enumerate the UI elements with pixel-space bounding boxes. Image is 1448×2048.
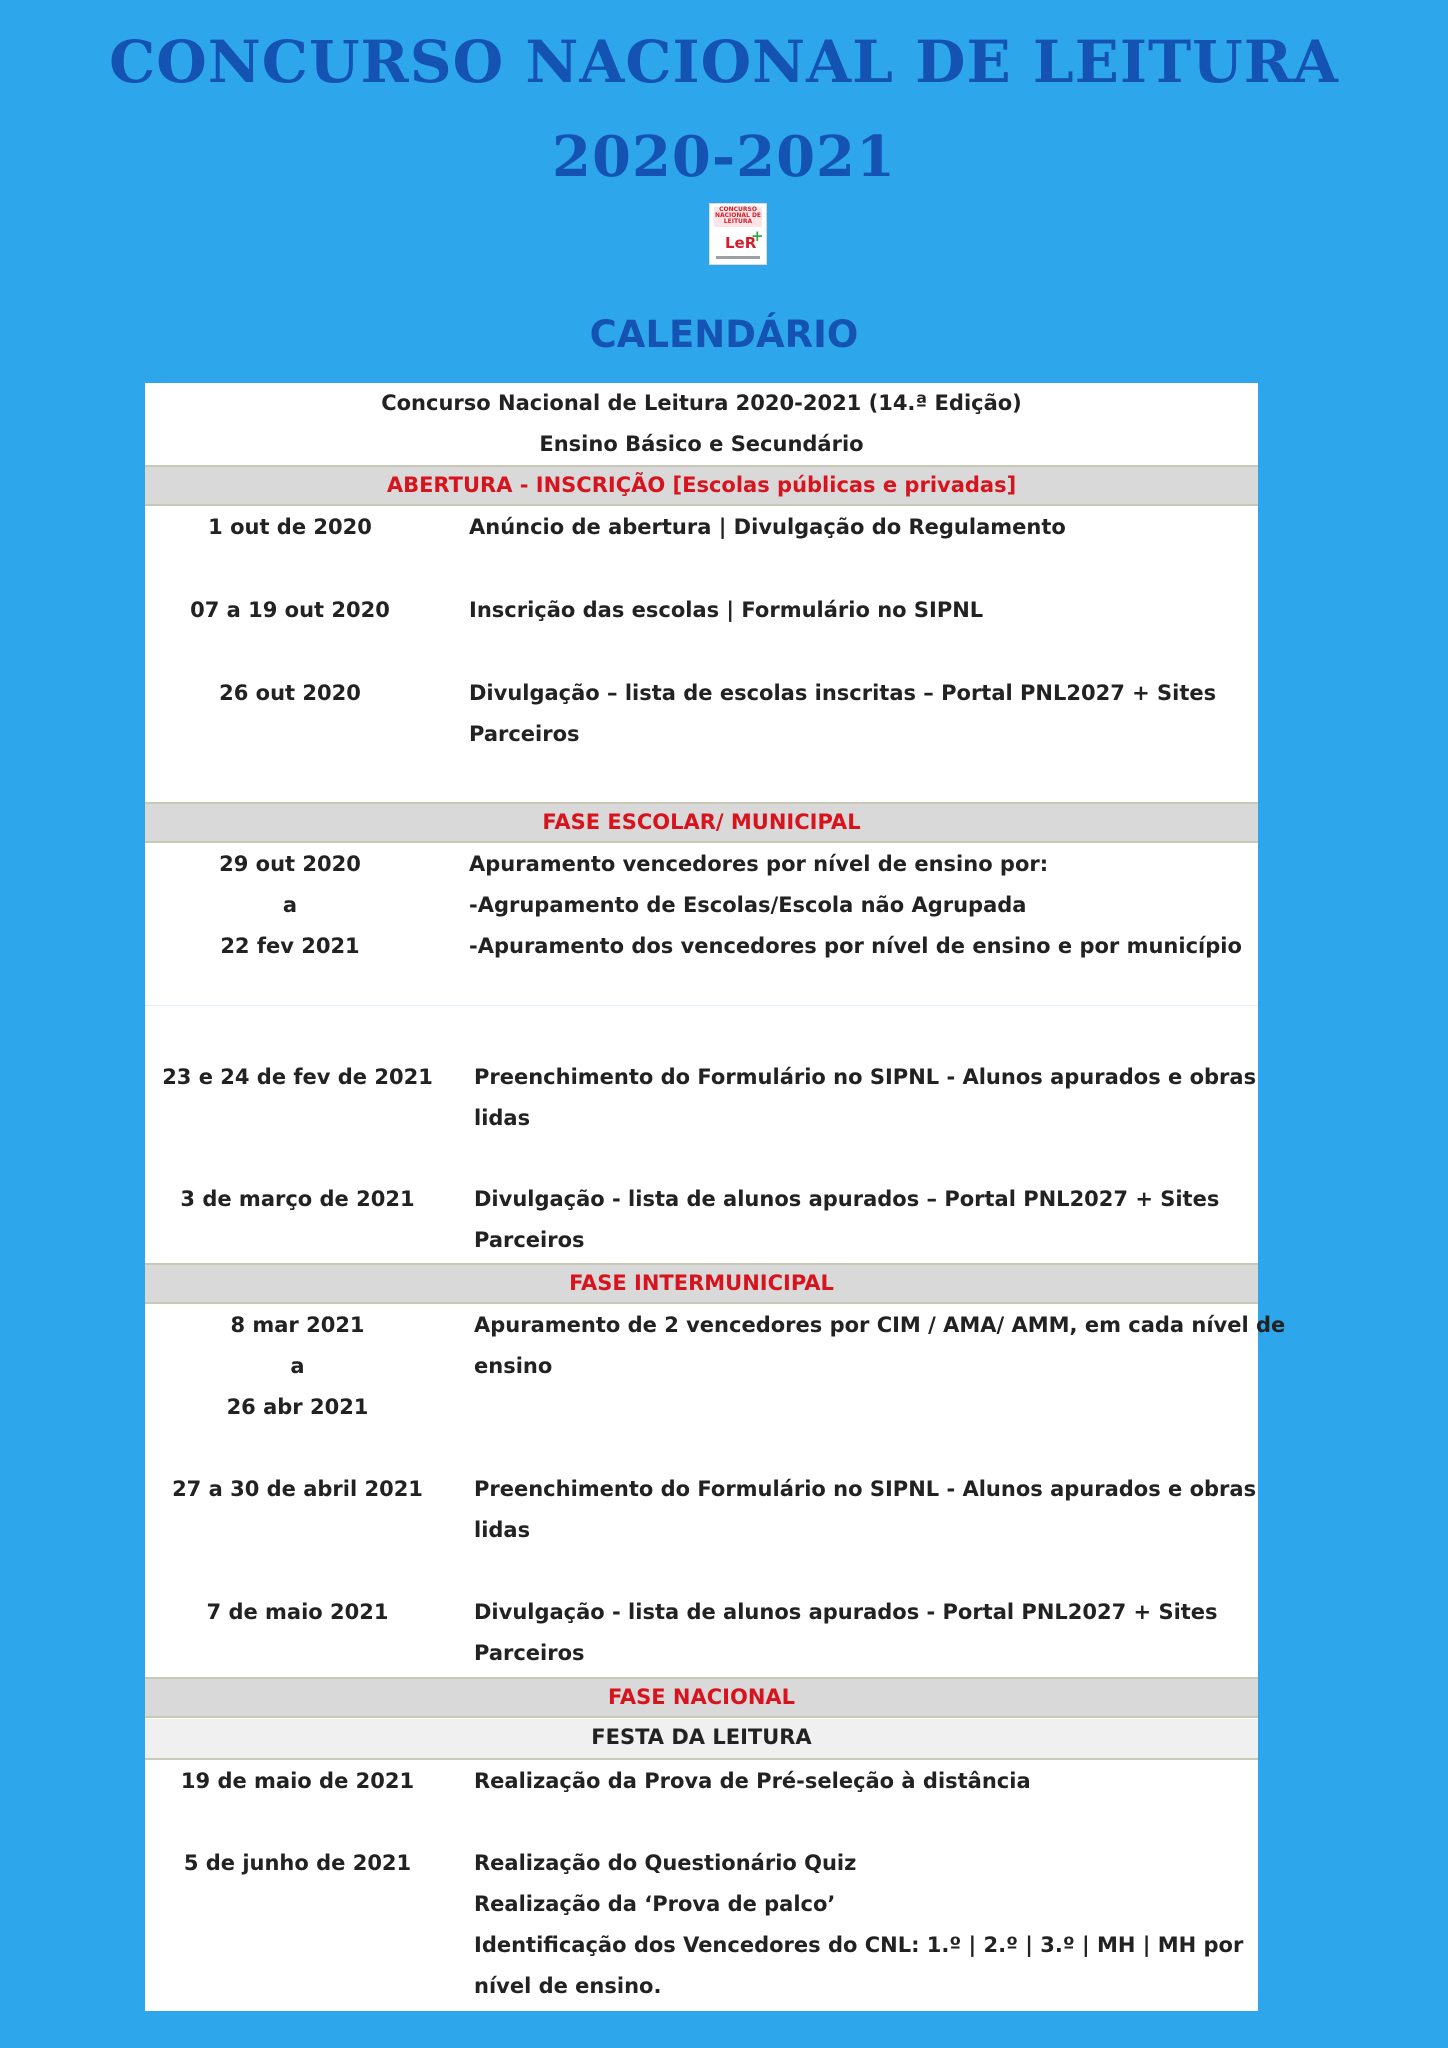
logo-text: CONCURSO NACIONAL DE LEITURA [714,206,762,225]
row-description-line: lidas [474,1106,531,1130]
cnl-logo [709,203,767,265]
row-description-line: Divulgação - lista de alunos apurados – Portal PNL2027 + Sites [474,1187,1220,1211]
row-description-line: Divulgação - lista de alunos apurados - Portal PNL2027 + Sites [474,1600,1218,1624]
page-title: CONCURSO NACIONAL DE LEITURA [109,28,1339,96]
row-date-line: a [290,1354,305,1378]
row-date [145,590,435,631]
row-date-line: 26 abr 2021 [226,1395,369,1419]
row-description-line: Divulgação – lista de escolas inscritas – Portal PNL2027 + Sites [469,681,1217,705]
section-header: ABERTURA - INSCRIÇÃO [Escolas públicas e privadas] [145,465,1258,506]
row-date [145,1843,450,1884]
row-description-line: Identificação dos Vencedores do CNL: 1.º | 2.º | 3.º | MH | MH por [474,1933,1244,1957]
row-date-line: 23 e 24 de fev de 2021 [162,1065,433,1089]
section-title: CALENDÁRIO [589,313,859,356]
row-date [145,1469,450,1510]
row-date-line: 22 fev 2021 [220,934,360,958]
row-date-line: 1 out de 2020 [208,515,372,539]
row-date [145,507,435,548]
row-description [474,1057,1257,1139]
row-date-line: a [282,893,298,917]
row-description-line: -Agrupamento de Escolas/Escola não Agrupada [469,893,1027,917]
calendar-table [145,383,1286,2011]
row-date-line: 26 out 2020 [219,681,361,705]
table-subheading: Ensino Básico e Secundário [539,432,864,456]
row-date-line: 3 de março de 2021 [180,1187,415,1211]
page-subtitle-year: 2020-2021 [552,124,896,190]
row-description-line: Parceiros [474,1641,585,1665]
row-date [145,1179,450,1220]
row-description-line: Preenchimento do Formulário no SIPNL - Alunos apurados e obras [474,1065,1257,1089]
section-header: FASE ESCOLAR/ MUNICIPAL [145,802,1258,843]
row-description [474,1179,1238,1261]
row-description [469,590,1238,631]
row-date [145,1305,450,1428]
section-subheader: FESTA DA LEITURA [145,1719,1258,1760]
row-description [474,1592,1238,1674]
row-description [469,507,1238,548]
row-description-line: -Apuramento dos vencedores por nível de ensino e por município [469,934,1242,958]
table-heading: Concurso Nacional de Leitura 2020-2021 (14.ª Edição) [381,391,1022,415]
row-description-line: Apuramento vencedores por nível de ensino por: [469,852,1049,876]
row-description [474,1843,1244,2007]
row-date-line: 5 de junho de 2021 [183,1851,412,1875]
row-date-line: 27 a 30 de abril 2021 [172,1477,423,1501]
row-description-line: Preenchimento do Formulário no SIPNL - Alunos apurados e obras [474,1477,1257,1501]
row-date [145,1057,450,1098]
row-description-line: Realização da Prova de Pré-seleção à distância [474,1769,1031,1793]
row-description-line: Realização do Questionário Quiz [474,1851,857,1875]
row-description [469,844,1242,967]
plus-icon: + [751,227,764,245]
section-header: FASE NACIONAL [145,1677,1258,1718]
row-description-line: Realização da ‘Prova de palco’ [474,1892,836,1916]
row-date [145,1761,450,1802]
row-description-line: ensino [474,1354,553,1378]
row-description [469,673,1238,755]
row-description-line: lidas [474,1518,531,1542]
row-description [474,1305,1286,1387]
row-date-line: 8 mar 2021 [230,1313,365,1337]
row-date [145,673,435,714]
row-description [474,1469,1257,1551]
row-description-line: nível de ensino. [474,1974,662,1998]
row-description-line: Parceiros [469,722,580,746]
row-description [474,1761,1238,1802]
row-divider [145,1005,1258,1006]
row-description-line: Inscrição das escolas | Formulário no SIPNL [469,598,984,622]
row-description-line: Apuramento de 2 vencedores por CIM / AMA/ AMM, em cada nível de [474,1313,1286,1337]
row-description-line: Anúncio de abertura | Divulgação do Regulamento [469,515,1066,539]
row-date [145,844,435,967]
row-date-line: 7 de maio 2021 [206,1600,389,1624]
row-date-line: 19 de maio de 2021 [180,1769,415,1793]
row-date [145,1592,450,1633]
row-date-line: 07 a 19 out 2020 [190,598,390,622]
row-description-line: Parceiros [474,1228,585,1252]
row-date-line: 29 out 2020 [219,852,361,876]
section-header: FASE INTERMUNICIPAL [145,1263,1258,1304]
logo-mark: LeR [725,234,757,252]
